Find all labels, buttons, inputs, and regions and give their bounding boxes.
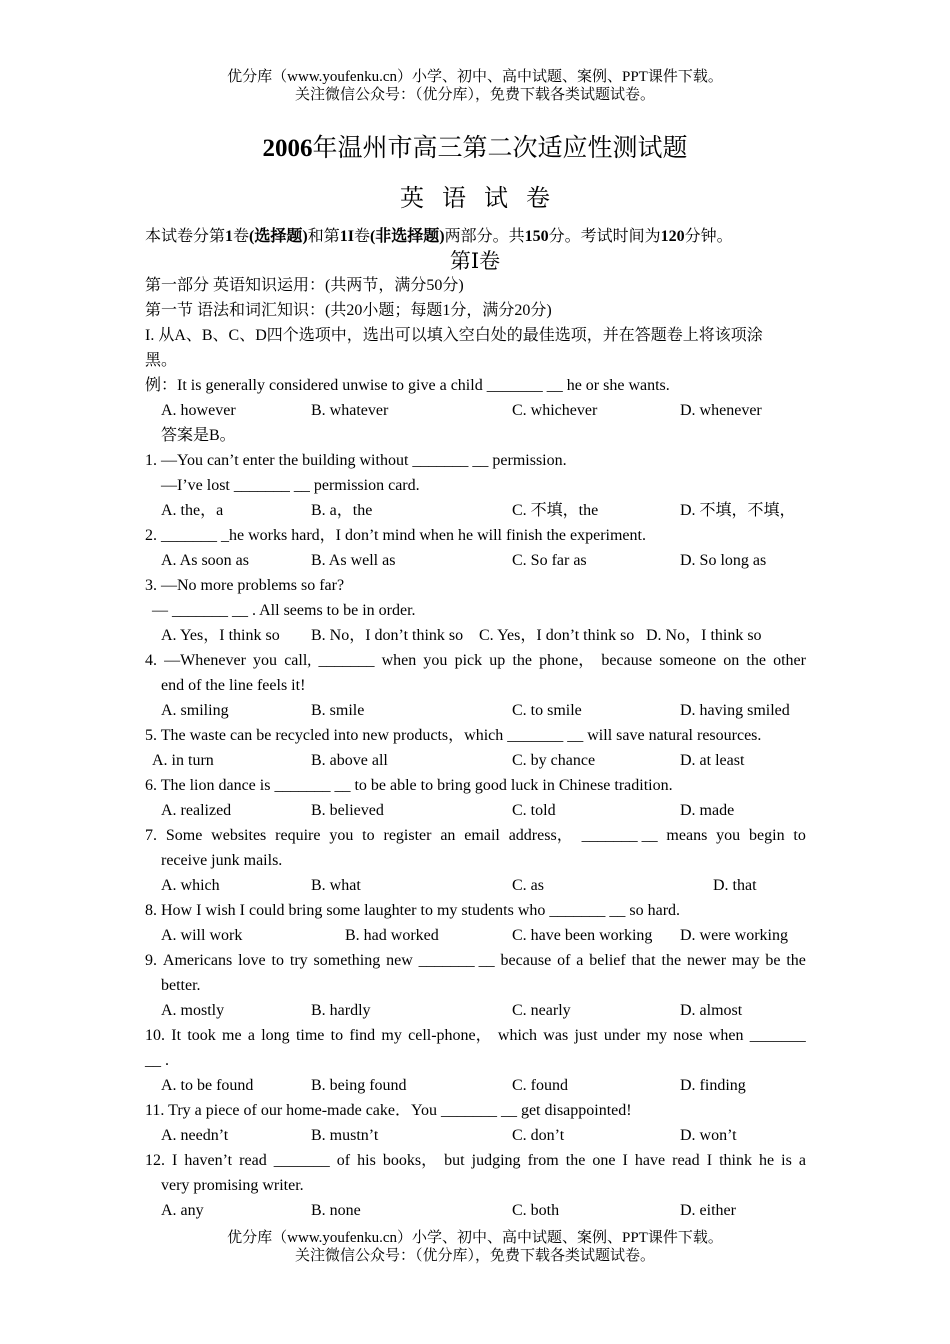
question-2-option-a: A. As soon as	[161, 552, 250, 569]
stem-word: address，	[508, 827, 573, 844]
question-10-stem-2: __ .	[145, 1052, 169, 1069]
footer-line-1: 优分库（www.youfenku.cn）小学、初中、高中试题、案例、PPT课件下载。	[227, 1230, 723, 1246]
stem-word: an	[440, 827, 456, 844]
stem-word: require	[275, 827, 321, 844]
question-5-option-d: D. at least	[680, 752, 745, 769]
example-answer: 答案是B。	[161, 427, 236, 444]
instruction-line-1: I. 从A、B、C、D四个选项中，选出可以填入空白处的最佳选项，并在答题卷上将该项涂	[145, 327, 763, 344]
question-5-option-c: C. by chance	[512, 752, 596, 769]
question-9-stem	[145, 951, 806, 971]
example-stem: 例：It is generally considered unwise to give a child _______ __ he or she wants.	[145, 377, 670, 394]
example-option-c: C. whichever	[512, 402, 598, 419]
question-4-option-a: A. smiling	[161, 702, 229, 719]
question-7-option-b: B. what	[311, 877, 361, 894]
stem-word: on	[723, 652, 740, 669]
question-8-option-c: C. have been working	[512, 927, 653, 944]
stem-word: was	[543, 1027, 569, 1044]
part-heading: 第一部分 英语知识运用：(共两节，满分50分)	[145, 277, 464, 294]
stem-word: of	[557, 952, 571, 969]
question-8-option-d: D. were working	[680, 927, 788, 944]
header-line-2: 关注微信公众号：（优分库），免费下载各类试题试卷。	[294, 87, 655, 103]
stem-word: haven’t	[184, 1152, 233, 1169]
question-9-option-c: C. nearly	[512, 1002, 571, 1019]
question-5-stem: 5. The waste can be recycled into new products，which _______ __ will save natural resources.	[145, 727, 762, 744]
stem-word: from	[527, 1152, 559, 1169]
example-option-b: B. whatever	[311, 402, 389, 419]
stem-word: my	[646, 1027, 667, 1044]
stem-word: judging	[471, 1152, 521, 1169]
stem-word: try	[289, 952, 308, 969]
intro-line: 本试卷分第1卷(选择题)和第1I卷(非选择题)两部分。共150分。考试时间为120分钟。	[145, 228, 733, 245]
stem-word: a	[576, 952, 584, 969]
question-11-option-d: D. won’t	[680, 1127, 737, 1144]
question-7-option-d: D. that	[713, 877, 757, 894]
stem-word: up	[489, 652, 506, 669]
stem-word: love	[238, 952, 266, 969]
stem-word: a	[247, 1027, 255, 1044]
example-option-a: A. however	[161, 402, 236, 419]
question-1-option-d: D. 不填，不填，	[680, 502, 796, 519]
question-3-option-a: A. Yes，I think so	[161, 627, 280, 644]
question-9-option-d: D. almost	[680, 1002, 743, 1019]
stem-word: which	[497, 1027, 538, 1044]
stem-word: I	[172, 1152, 178, 1169]
header-line-1: 优分库（www.youfenku.cn）小学、初中、高中试题、案例、PPT课件下载。	[227, 69, 723, 85]
stem-word: one	[592, 1152, 616, 1169]
stem-word: you	[253, 652, 278, 669]
stem-word: newer	[686, 952, 727, 969]
stem-word: to	[271, 952, 284, 969]
stem-word: the	[746, 652, 766, 669]
stem-word: someone	[659, 652, 717, 669]
question-7-option-c: C. as	[512, 877, 544, 894]
stem-word: but	[444, 1152, 465, 1169]
stem-word: register	[383, 827, 432, 844]
stem-word: to	[330, 1027, 344, 1044]
question-6-option-c: C. told	[512, 802, 556, 819]
question-3-stem: 3. —No more problems so far?	[145, 577, 345, 594]
section-heading: 第一节 语法和词汇知识：(共20小题；每题1分，满分20分)	[145, 302, 552, 319]
stem-word: of	[336, 1152, 351, 1169]
footer-line-2: 关注微信公众号：（优分库），免费下载各类试题试卷。	[294, 1248, 655, 1264]
stem-word: books，	[382, 1152, 438, 1169]
stem-word: 12.	[145, 1152, 165, 1169]
question-3-option-c: C. Yes，I don’t think so	[479, 627, 635, 644]
stem-word: I	[706, 1152, 713, 1169]
stem-word: find	[349, 1027, 376, 1044]
question-12-stem	[145, 1151, 806, 1171]
question-10-option-c: C. found	[512, 1077, 568, 1094]
stem-word: It	[171, 1027, 182, 1044]
question-8-stem: 8. How I wish I could bring some laughter to my students who _______ __ so hard.	[145, 902, 681, 919]
question-4-stem-2: end of the line feels it!	[161, 677, 306, 694]
stem-word: 10.	[145, 1027, 165, 1044]
title-year: 2006	[262, 135, 313, 162]
stem-word: just	[574, 1027, 598, 1044]
stem-word: be	[765, 952, 781, 969]
stem-word: 9.	[145, 952, 157, 969]
stem-word: my	[381, 1027, 402, 1044]
stem-word: think	[719, 1152, 752, 1169]
question-4-option-c: C. to smile	[512, 702, 582, 719]
stem-word: _______ __	[418, 952, 495, 969]
stem-word: you	[423, 652, 448, 669]
question-7-stem	[145, 826, 806, 846]
stem-word: when	[381, 652, 417, 669]
stem-word: begin	[749, 827, 785, 844]
question-9-stem-2: better.	[161, 977, 201, 994]
stem-word: the	[786, 952, 806, 969]
question-7-stem-2: receive junk mails.	[161, 852, 283, 869]
question-5-option-b: B. above all	[311, 752, 388, 769]
stem-word: a	[798, 1152, 806, 1169]
stem-word: Americans	[162, 952, 233, 969]
question-10-stem	[145, 1026, 806, 1046]
question-1-option-c: C. 不填，the	[512, 502, 599, 519]
question-11-option-a: A. needn’t	[161, 1127, 229, 1144]
stem-word: his	[357, 1152, 376, 1169]
stem-word: you	[329, 827, 354, 844]
stem-word: may	[731, 952, 760, 969]
stem-word: _______	[273, 1152, 330, 1169]
instruction-line-2: 黑。	[145, 352, 178, 369]
stem-word: websites	[211, 827, 267, 844]
question-6-option-d: D. made	[680, 802, 735, 819]
question-10-option-d: D. finding	[680, 1077, 746, 1094]
stem-word: Some	[165, 827, 203, 844]
stem-word: call,	[284, 652, 312, 669]
question-11-option-c: C. don’t	[512, 1127, 565, 1144]
question-3-stem-2: — _______ __ . All seems to be in order.	[152, 602, 416, 619]
stem-word: _______	[749, 1027, 806, 1044]
question-2-option-b: B. As well as	[311, 552, 396, 569]
stem-word: the	[565, 1152, 586, 1169]
page-title	[0, 134, 950, 164]
stem-word: have	[634, 1152, 666, 1169]
title-text: 年温州市高三第二次适应性测试题	[312, 135, 688, 162]
volume-heading: 第Ⅰ卷	[449, 249, 501, 273]
question-9-option-a: A. mostly	[161, 1002, 225, 1019]
stem-word: under	[603, 1027, 641, 1044]
stem-word: new	[386, 952, 413, 969]
stem-word: read	[672, 1152, 700, 1169]
stem-word: other	[773, 652, 806, 669]
stem-word: time	[295, 1027, 325, 1044]
stem-word: the	[512, 652, 532, 669]
stem-word: me	[222, 1027, 242, 1044]
question-12-option-c: C. both	[512, 1202, 560, 1219]
question-1-option-b: B. a，the	[311, 502, 373, 519]
stem-word: means	[666, 827, 708, 844]
question-8-option-a: A. will work	[161, 927, 243, 944]
stem-word: nose	[673, 1027, 703, 1044]
question-3-option-d: D. No，I think so	[646, 627, 762, 644]
question-8-option-b: B. had worked	[345, 927, 439, 944]
stem-word: because	[601, 652, 653, 669]
question-12-option-a: A. any	[161, 1202, 204, 1219]
question-11-stem: 11. Try a piece of our home-made cake．You _______ __ get disappointed!	[145, 1102, 632, 1119]
question-7-option-a: A. which	[161, 877, 220, 894]
question-1-stem-2: —I’ve lost _______ __ permission card.	[161, 477, 420, 494]
question-12-option-b: B. none	[311, 1202, 361, 1219]
question-2-option-c: C. So far as	[512, 552, 587, 569]
question-12-option-d: D. either	[680, 1202, 736, 1219]
question-10-option-a: A. to be found	[161, 1077, 254, 1094]
stem-word: to	[362, 827, 375, 844]
question-6-option-b: B. believed	[311, 802, 384, 819]
question-9-option-b: B. hardly	[311, 1002, 371, 1019]
stem-word: belief	[589, 952, 626, 969]
stem-word: when	[708, 1027, 744, 1044]
stem-word: something	[313, 952, 381, 969]
stem-word: phone，	[539, 652, 595, 669]
stem-word: _______	[318, 652, 375, 669]
stem-word: the	[661, 952, 682, 969]
stem-word: to	[793, 827, 806, 844]
question-6-option-a: A. realized	[161, 802, 232, 819]
question-4-stem	[145, 651, 806, 671]
stem-word: is	[781, 1152, 792, 1169]
stem-word: long	[261, 1027, 290, 1044]
question-11-option-b: B. mustn’t	[311, 1127, 379, 1144]
question-6-stem: 6. The lion dance is _______ __ to be able to bring good luck in Chinese tradition.	[145, 777, 673, 794]
stem-word: email	[464, 827, 500, 844]
question-3-option-b: B. No，I don’t think so	[311, 627, 464, 644]
stem-word: you	[716, 827, 741, 844]
stem-word: that	[631, 952, 656, 969]
stem-word: —Whenever	[164, 652, 246, 669]
stem-word: 7.	[145, 827, 157, 844]
stem-word: I	[622, 1152, 628, 1169]
subtitle: 英语试卷	[400, 186, 568, 212]
question-12-stem-2: very promising writer.	[161, 1177, 304, 1194]
example-option-d: D. whenever	[680, 402, 762, 419]
question-1-option-a: A. the，a	[161, 502, 224, 519]
question-4-option-b: B. smile	[311, 702, 365, 719]
stem-word: pick	[454, 652, 483, 669]
stem-word: cell-phone，	[408, 1027, 492, 1044]
question-5-option-a: A. in turn	[152, 752, 214, 769]
question-2-option-d: D. So long as	[680, 552, 767, 569]
question-1-stem: 1. —You can’t enter the building without _______ __ permission.	[145, 452, 567, 469]
question-2-stem: 2. _______ _he works hard，I don’t mind when he will finish the experiment.	[145, 527, 646, 544]
stem-word: he	[759, 1152, 775, 1169]
stem-word: read	[239, 1152, 267, 1169]
stem-word: took	[187, 1027, 216, 1044]
question-10-option-b: B. being found	[311, 1077, 407, 1094]
stem-word: _______ __	[581, 827, 658, 844]
stem-word: 4.	[145, 652, 157, 669]
stem-word: because	[500, 952, 552, 969]
question-4-option-d: D. having smiled	[680, 702, 790, 719]
